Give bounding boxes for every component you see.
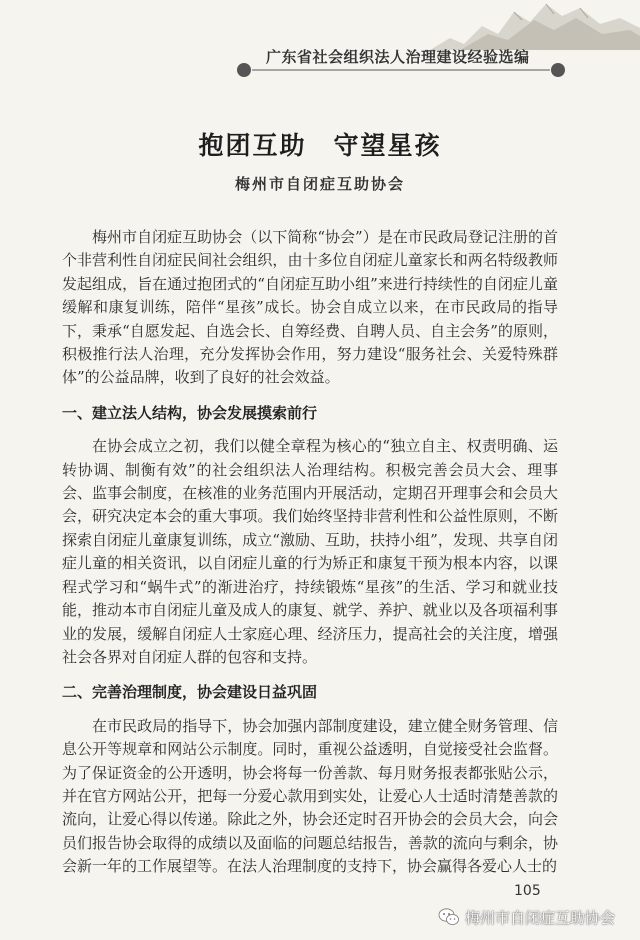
section-1-paragraph: 在协会成立之初，我们以健全章程为核心的“独立自主、权责明确、运转协调、制衡有效”的社会组织法人治理结构。积极完善会员大会、理事会、监事会制度，在核准的业务范围内开展活动，定期召开理事会和会员大会，研究决定本会的重大事项。我们始终坚持非营利性和公益性原则，不断探索自闭症儿童康复训练，成立“激励、互助，扶持小组”，发现、共享自闭症儿童的相关资讯，以自闭症儿童的行为矫正和康复干预为根本内容，以课程式学习和“蜗牛式”的渐进治疗，持续锻炼“星孩”的生活、学习和就业技能，推动本市自闭症儿童及成人的康复、就学、养护、就业以及各项福利事业的发展，缓解自闭症人士家庭心理、经济压力，提高社会的关注度，增强社会各界对自闭症人群的包容和支持。 [62, 437, 558, 666]
wechat-icon [438, 907, 460, 927]
section-heading-1: 一、建立法人结构，协会发展摸索前行 [62, 403, 318, 422]
header-rule [236, 58, 566, 78]
watermark-text: 梅州市自闭症互助协会 [465, 908, 616, 927]
article-author: 梅州市自闭症互助协会 [234, 175, 405, 193]
wechat-watermark [438, 905, 615, 929]
article-title: 抱团互助 守望星孩 [198, 131, 442, 160]
intro-paragraph: 梅州市自闭症互助协会（以下简称“协会”）是在市民政局登记注册的首个非营利性自闭症民间社会组织，由十多位自闭症儿童家长和两名特级教师发起组成，旨在通过抱团式的“自闭症互助小组”来进行持续性的自闭症儿童缓解和康复训练，陪伴“星孩”成长。协会自成立以来，在市民政局的指导下，秉承“自愿发起、自选会长、自筹经费、自聘人员、自主会务”的原则，积极推行法人治理，充分发挥协会作用，努力建设“服务社会、关爱特殊群体”的公益品牌，收到了良好的社会效益。 [62, 228, 558, 387]
article-body [62, 226, 558, 879]
running-head: 广东省社会组织法人治理建设经验选编 [266, 48, 530, 66]
mountain-landscape-decoration [430, 0, 640, 50]
page-number: 105 [514, 883, 541, 899]
section-2-paragraph: 在市民政局的指导下，协会加强内部制度建设，建立健全财务管理、信息公开等规章和网站公示制度。同时，重视公益透明，自觉接受社会监督。为了保证资金的公开透明，协会将每一份善款、每月财务报表都张贴公示，并在官方网站公开，把每一分爱心款用到实处，让爱心人士适时清楚善款的流向，让爱心得以传递。除此之外，协会还定时召开协会的会员大会，向会员们报告协会取得的成绩以及面临的问题总结报告，善款的流向与剩余，协会新一年的工作展望等。在法人治理制度的支持下，协会赢得各爱心人士的 [62, 716, 558, 876]
section-heading-2: 二、完善治理制度，协会建设日益巩固 [62, 683, 318, 702]
